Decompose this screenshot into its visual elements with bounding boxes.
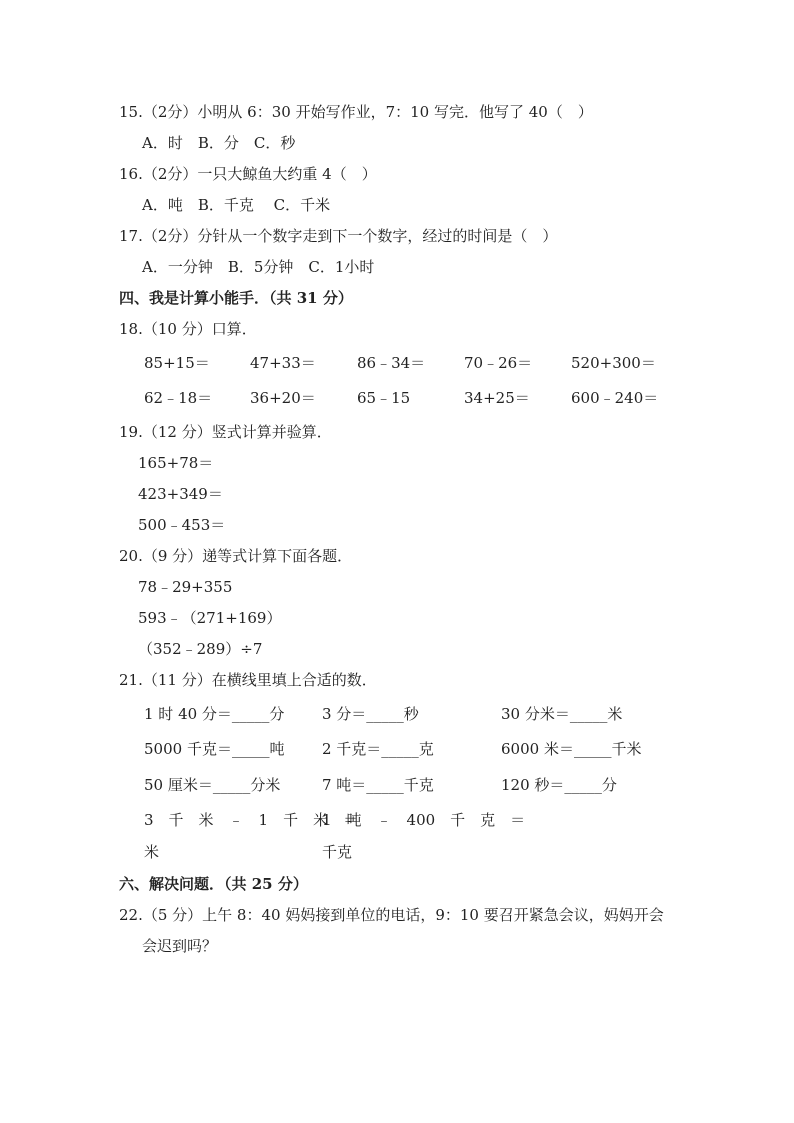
q18-stem: 18.（10 分）口算． bbox=[119, 320, 257, 338]
q17-options: A．一分钟 B．5分钟 C．1小时 bbox=[142, 258, 375, 276]
q21-blank-item: 2 千克＝_____克 bbox=[322, 740, 434, 758]
q22-line1: 22.（5 分）上午 8：40 妈妈接到单位的电话，9：10 要召开紧急会议，妈妈开会 bbox=[119, 906, 664, 924]
q22-line2: 会迟到吗？ bbox=[142, 937, 218, 955]
q18-item: 47+33＝ bbox=[250, 354, 316, 372]
q21-blank-item: 3 千 米 ﹣ 1 千 米 ＝ bbox=[144, 811, 359, 829]
q21-stem: 21.（11 分）在横线里填上合适的数． bbox=[119, 671, 377, 689]
q18-item: 62﹣18＝ bbox=[144, 389, 213, 407]
q16-options: A．吨 B．千克 C．千米 bbox=[142, 196, 331, 214]
q15-options: A．时 B．分 C．秒 bbox=[142, 134, 296, 152]
q19-item: 165+78＝ bbox=[138, 454, 214, 472]
q21-blank-item: 1 吨 ﹣ 400 千 克 ＝ bbox=[322, 811, 526, 829]
q18-item: 34+25＝ bbox=[464, 389, 530, 407]
q20-item: （352﹣289）÷7 bbox=[138, 640, 263, 658]
q19-stem: 19.（12 分）竖式计算并验算． bbox=[119, 423, 332, 441]
q19-item: 423+349＝ bbox=[138, 485, 223, 503]
q21-blank-item: 5000 千克＝_____吨 bbox=[144, 740, 285, 758]
q18-item: 70﹣26＝ bbox=[464, 354, 533, 372]
q20-item: 593﹣（271+169） bbox=[138, 609, 282, 627]
q16-stem: 16.（2分）一只大鲸鱼大约重 4（ ） bbox=[119, 165, 377, 183]
q21-unit: 千克 bbox=[322, 843, 353, 861]
q21-blank-item: 30 分米＝_____米 bbox=[501, 705, 623, 723]
section6-title: 六、解决问题．（共 25 分） bbox=[119, 875, 308, 893]
q18-item: 600﹣240＝ bbox=[571, 389, 659, 407]
q17-stem: 17.（2分）分针从一个数字走到下一个数字，经过的时间是（ ） bbox=[119, 227, 558, 245]
q18-item: 65﹣15 bbox=[357, 389, 411, 407]
q21-blank-item: 1 时 40 分＝_____分 bbox=[144, 705, 285, 723]
q21-blank-item: 50 厘米＝_____分米 bbox=[144, 776, 281, 794]
section4-title: 四、我是计算小能手．（共 31 分） bbox=[119, 289, 353, 307]
q21-blank-item: 120 秒＝_____分 bbox=[501, 776, 617, 794]
q18-item: 520+300＝ bbox=[571, 354, 656, 372]
q21-blank-item: 7 吨＝_____千克 bbox=[322, 776, 434, 794]
q19-item: 500﹣453＝ bbox=[138, 516, 226, 534]
q20-item: 78﹣29+355 bbox=[138, 578, 233, 596]
q15-stem: 15.（2分）小明从 6：30 开始写作业，7：10 写完．他写了 40（ ） bbox=[119, 103, 593, 121]
q20-stem: 20.（9 分）递等式计算下面各题． bbox=[119, 547, 353, 565]
q18-item: 85+15＝ bbox=[144, 354, 210, 372]
q21-blank-item: 6000 米＝_____千米 bbox=[501, 740, 642, 758]
q21-blank-item: 3 分＝_____秒 bbox=[322, 705, 419, 723]
q21-unit: 米 bbox=[144, 843, 160, 861]
q18-item: 36+20＝ bbox=[250, 389, 316, 407]
q18-item: 86﹣34＝ bbox=[357, 354, 426, 372]
